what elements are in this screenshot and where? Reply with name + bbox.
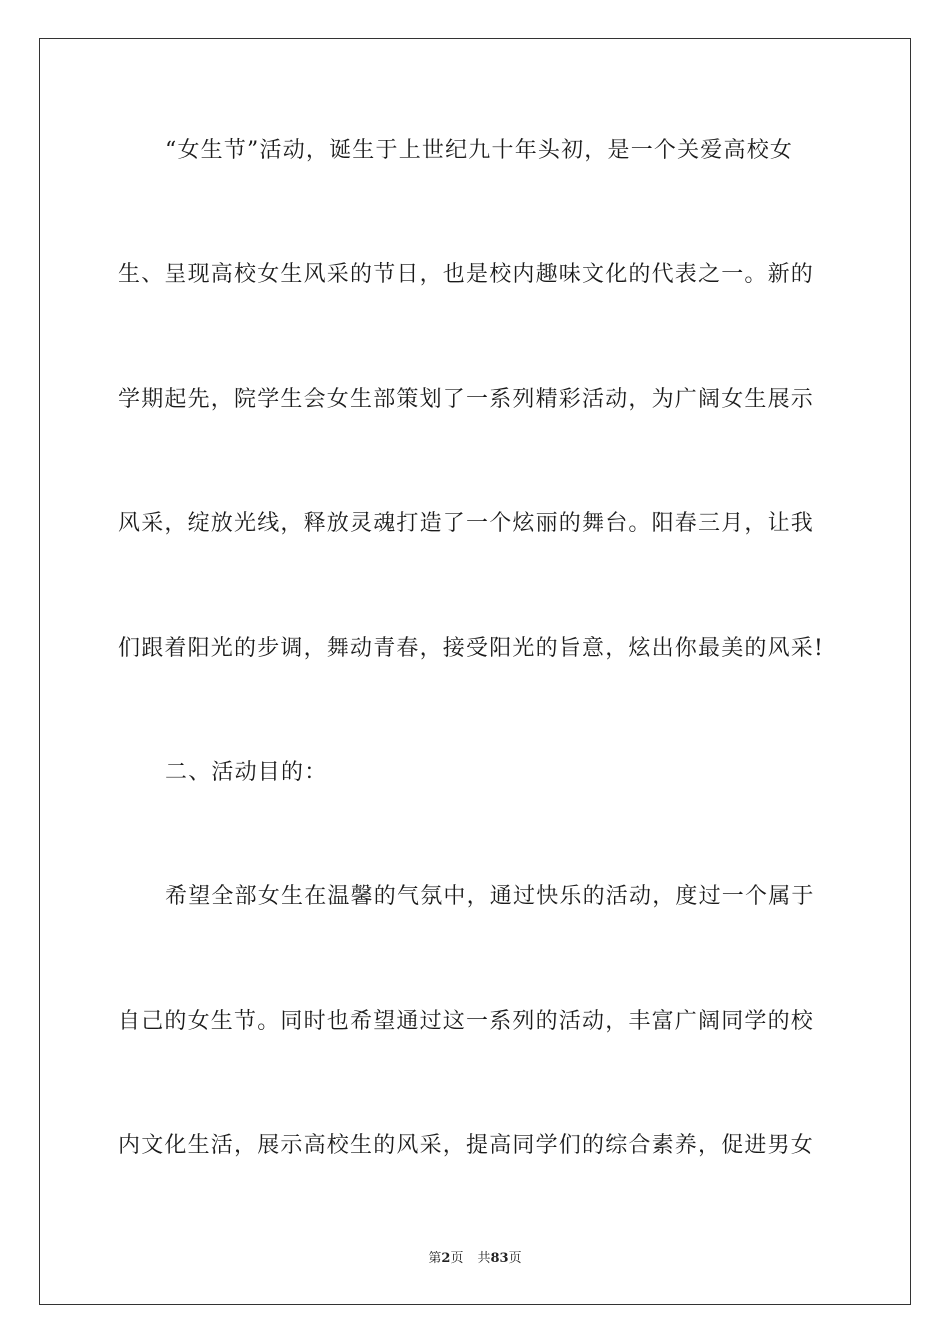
total-suffix: 页 [508,1251,522,1266]
page-footer [0,1247,950,1266]
paragraph-line-6: 希望全部女生在温馨的气氛中，通过快乐的活动，度过一个属于 [165,884,815,909]
total-pages: 83 [490,1251,509,1266]
paragraph-line-3: 学期起先，院学生会女生部策划了一系列精彩活动，为广阔女生展示 [118,387,815,412]
paragraph-line-8: 内文化生活，展示高校生的风采，提高同学们的综合素养，促进男女 [118,1133,815,1158]
paragraph-line-2: 生、呈现高校女生风采的节日，也是校内趣味文化的代表之一。新的 [118,262,815,287]
page-prefix: 第 [428,1251,442,1266]
paragraph-line-4: 风采，绽放光线，释放灵魂打造了一个炫丽的舞台。阳春三月，让我 [118,511,815,536]
page-border [39,38,911,1305]
total-prefix: 共 [477,1251,491,1266]
paragraph-line-7: 自己的女生节。同时也希望通过这一系列的活动，丰富广阔同学的校 [118,1009,815,1034]
paragraph-line-5: 们跟着阳光的步调，舞动青春，接受阳光的旨意，炫出你最美的风采! [118,636,825,661]
section-heading: 二、活动目的： [165,760,328,785]
page-suffix: 页 [450,1251,464,1266]
paragraph-line-1: “女生节”活动，诞生于上世纪九十年头初，是一个关爱高校女 [165,138,794,163]
page-number: 2 [441,1251,451,1266]
